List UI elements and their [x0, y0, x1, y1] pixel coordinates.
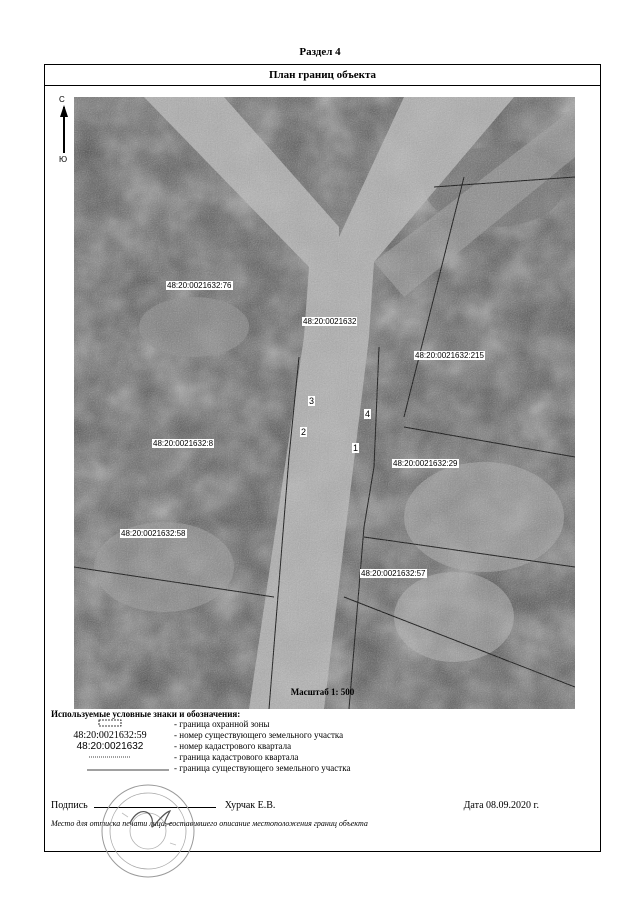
- parcel-label: 48:20:0021632:58: [121, 529, 186, 538]
- point-number: 2: [301, 427, 307, 437]
- quarter-number-symbol: 48:20:0021632: [76, 741, 144, 752]
- seal-stamp-icon: [100, 783, 196, 879]
- legend-row: [51, 741, 591, 752]
- legend-text: - номер кадастрового квартала: [174, 741, 292, 751]
- signature-date: Дата 08.09.2020 г.: [463, 800, 539, 811]
- legend-row: [51, 730, 591, 741]
- stamp-note: Место для оттиска печати лица, составившего описание местоположения границ объекта: [51, 819, 368, 828]
- plan-frame: [44, 64, 601, 852]
- legend: [51, 709, 591, 774]
- quarter-boundary-symbol: [51, 752, 169, 763]
- legend-text: - граница охранной зоны: [174, 719, 270, 729]
- signature-label: Подпись: [51, 800, 88, 811]
- point-number: 1: [353, 443, 359, 453]
- legend-text: - граница кадастрового квартала: [174, 752, 299, 762]
- compass-south-label: Ю: [59, 155, 68, 164]
- legend-row: [51, 752, 591, 763]
- compass: [55, 95, 75, 167]
- parcel-label: 48:20:0021632:57: [361, 569, 426, 578]
- quarter-label: 48:20:0021632: [303, 317, 357, 326]
- parcel-label: 48:20:0021632:29: [393, 459, 458, 468]
- compass-north-label: С: [59, 95, 65, 104]
- legend-title: Используемые условные знаки и обозначения:: [51, 709, 241, 719]
- legend-text: - граница существующего земельного участка: [174, 763, 351, 773]
- legend-text: - номер существующего земельного участка: [174, 730, 344, 740]
- map-scale: Масштаб 1: 500: [290, 687, 355, 697]
- section-title: Раздел 4: [299, 46, 341, 58]
- signer-name: Хурчак Е.В.: [224, 800, 276, 811]
- parcel-boundary-symbol: [51, 763, 169, 774]
- point-number: 3: [309, 396, 315, 406]
- aerial-map: [74, 97, 575, 709]
- protection-zone-symbol: [51, 719, 169, 730]
- parcel-label: 48:20:0021632:215: [415, 351, 484, 360]
- legend-row: [51, 719, 591, 730]
- legend-row: [51, 763, 591, 774]
- parcel-label: 48:20:0021632:8: [153, 439, 214, 448]
- parcel-label: 48:20:0021632:76: [167, 281, 232, 290]
- parcel-number-symbol: 48:20:0021632:59: [73, 730, 147, 741]
- point-number: 4: [365, 409, 371, 419]
- plan-header: План границ объекта: [45, 65, 600, 86]
